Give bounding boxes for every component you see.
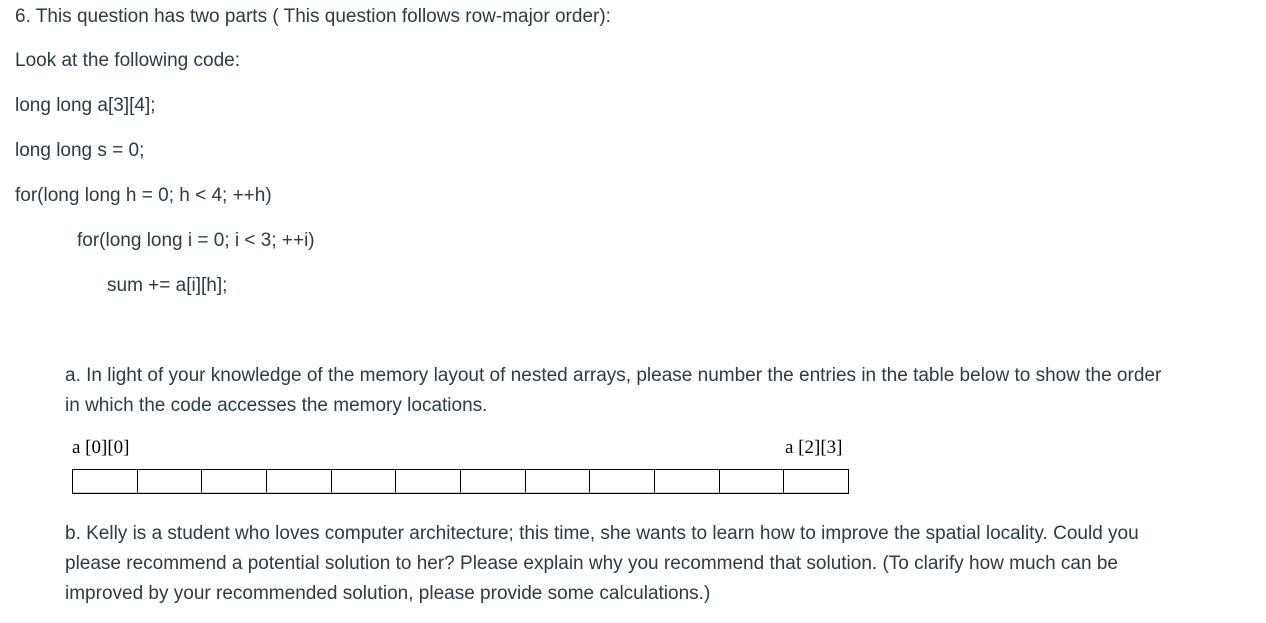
table-start-label: a [0][0] bbox=[72, 437, 130, 458]
intro-text: Look at the following code: bbox=[15, 50, 240, 71]
memory-cell[interactable] bbox=[267, 470, 332, 493]
code-line-declare-array: long long a[3][4]; bbox=[15, 95, 156, 116]
question-title: 6. This question has two parts ( This question follows row-major order): bbox=[15, 6, 611, 27]
code-line-inner-loop: for(long long i = 0; i < 3; ++i) bbox=[77, 230, 315, 251]
code-line-sum: sum += a[i][h]; bbox=[107, 275, 228, 296]
memory-cell[interactable] bbox=[202, 470, 267, 493]
memory-cell[interactable] bbox=[461, 470, 526, 493]
part-b-text: b. Kelly is a student who loves computer architecture; this time, she wants to learn how to improve the spatial locality. Could you please recommend a potential solution to her? Please explain why you recommend that solution. (To clarify how much can be improved by your recommended solution, please provide some calculations.) bbox=[65, 523, 1139, 604]
memory-cell[interactable] bbox=[332, 470, 397, 493]
memory-cell[interactable] bbox=[655, 470, 720, 493]
code-line-declare-sum: long long s = 0; bbox=[15, 140, 145, 161]
memory-cell[interactable] bbox=[784, 470, 848, 493]
memory-cell[interactable] bbox=[396, 470, 461, 493]
memory-cell[interactable] bbox=[720, 470, 785, 493]
code-line-outer-loop: for(long long h = 0; h < 4; ++h) bbox=[15, 185, 272, 206]
part-a-text: a. In light of your knowledge of the memory layout of nested arrays, please number the entries in the table below to show the order in which the code accesses the memory locations. bbox=[65, 365, 1162, 416]
memory-order-table bbox=[72, 469, 849, 494]
table-end-label: a [2][3] bbox=[785, 437, 843, 458]
memory-cell[interactable] bbox=[526, 470, 591, 493]
memory-cell[interactable] bbox=[73, 470, 138, 493]
memory-cell[interactable] bbox=[590, 470, 655, 493]
memory-cell[interactable] bbox=[138, 470, 203, 493]
